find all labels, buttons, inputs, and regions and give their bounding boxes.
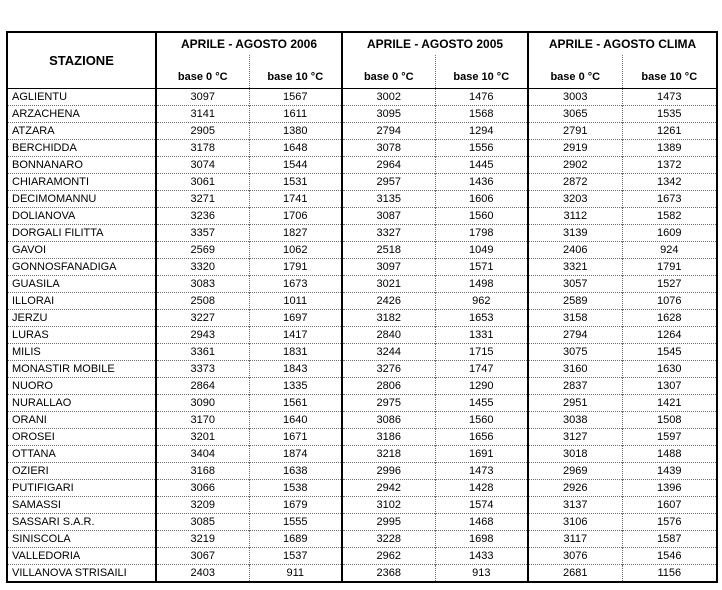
table-row	[7, 208, 717, 225]
temperature-sums-table	[6, 31, 718, 583]
value-cell: 1380	[249, 123, 342, 140]
value-cell: 1468	[435, 514, 528, 531]
value-cell: 1691	[435, 446, 528, 463]
value-cell: 3373	[156, 361, 249, 378]
value-cell: 3074	[156, 157, 249, 174]
value-cell: 3321	[528, 259, 622, 276]
value-cell: 3160	[528, 361, 622, 378]
station-name: OROSEI	[7, 429, 156, 446]
value-cell: 2905	[156, 123, 249, 140]
value-cell: 3061	[156, 174, 249, 191]
value-cell: 3038	[528, 412, 622, 429]
group-header-row	[7, 32, 717, 55]
value-cell: 1335	[249, 378, 342, 395]
table-row	[7, 310, 717, 327]
station-name: ARZACHENA	[7, 106, 156, 123]
value-cell: 1791	[249, 259, 342, 276]
value-cell: 2964	[342, 157, 435, 174]
value-cell: 3002	[342, 89, 435, 106]
station-name: ORANI	[7, 412, 156, 429]
station-name: BERCHIDDA	[7, 140, 156, 157]
table-row	[7, 531, 717, 548]
value-cell: 1561	[249, 395, 342, 412]
table-row	[7, 157, 717, 174]
table-row	[7, 259, 717, 276]
value-cell: 1294	[435, 123, 528, 140]
value-cell: 2943	[156, 327, 249, 344]
value-cell: 3201	[156, 429, 249, 446]
table-row	[7, 514, 717, 531]
station-name: OZIERI	[7, 463, 156, 480]
station-column-header: STAZIONE	[7, 32, 156, 89]
value-cell: 1290	[435, 378, 528, 395]
value-cell: 1587	[622, 531, 717, 548]
value-cell: 2681	[528, 565, 622, 583]
value-cell: 3139	[528, 225, 622, 242]
value-cell: 3117	[528, 531, 622, 548]
table-row	[7, 395, 717, 412]
value-cell: 3178	[156, 140, 249, 157]
value-cell: 2962	[342, 548, 435, 565]
table-row	[7, 242, 717, 259]
value-cell: 1535	[622, 106, 717, 123]
value-cell: 1538	[249, 480, 342, 497]
value-cell: 1741	[249, 191, 342, 208]
value-cell: 2969	[528, 463, 622, 480]
value-cell: 3102	[342, 497, 435, 514]
value-cell: 2864	[156, 378, 249, 395]
value-cell: 1544	[249, 157, 342, 174]
subheader-2005-base10: base 10 °C	[435, 55, 528, 89]
station-name: AGLIENTU	[7, 89, 156, 106]
value-cell: 1389	[622, 140, 717, 157]
subheader-clima-base10: base 10 °C	[622, 55, 717, 89]
value-cell: 2902	[528, 157, 622, 174]
value-cell: 1331	[435, 327, 528, 344]
value-cell: 1628	[622, 310, 717, 327]
value-cell: 1630	[622, 361, 717, 378]
value-cell: 3228	[342, 531, 435, 548]
table-row	[7, 140, 717, 157]
value-cell: 2518	[342, 242, 435, 259]
value-cell: 1531	[249, 174, 342, 191]
group-header-2006: APRILE - AGOSTO 2006	[156, 32, 342, 55]
value-cell: 3078	[342, 140, 435, 157]
station-name: NURALLAO	[7, 395, 156, 412]
value-cell: 2957	[342, 174, 435, 191]
value-cell: 3327	[342, 225, 435, 242]
value-cell: 1606	[435, 191, 528, 208]
value-cell: 1706	[249, 208, 342, 225]
group-header-2005: APRILE - AGOSTO 2005	[342, 32, 528, 55]
value-cell: 3227	[156, 310, 249, 327]
value-cell: 1062	[249, 242, 342, 259]
value-cell: 2794	[528, 327, 622, 344]
value-cell: 3057	[528, 276, 622, 293]
value-cell: 1673	[622, 191, 717, 208]
value-cell: 3067	[156, 548, 249, 565]
value-cell: 3320	[156, 259, 249, 276]
value-cell: 1498	[435, 276, 528, 293]
value-cell: 1560	[435, 208, 528, 225]
value-cell: 1791	[622, 259, 717, 276]
value-cell: 2919	[528, 140, 622, 157]
station-name: GAVOI	[7, 242, 156, 259]
value-cell: 3244	[342, 344, 435, 361]
value-cell: 1611	[249, 106, 342, 123]
value-cell: 1473	[622, 89, 717, 106]
value-cell: 1582	[622, 208, 717, 225]
table-row	[7, 106, 717, 123]
value-cell: 2368	[342, 565, 435, 583]
value-cell: 3127	[528, 429, 622, 446]
value-cell: 3090	[156, 395, 249, 412]
station-name: BONNANARO	[7, 157, 156, 174]
value-cell: 3271	[156, 191, 249, 208]
value-cell: 1545	[622, 344, 717, 361]
value-cell: 1555	[249, 514, 342, 531]
value-cell: 2569	[156, 242, 249, 259]
value-cell: 1546	[622, 548, 717, 565]
value-cell: 1439	[622, 463, 717, 480]
station-name: NUORO	[7, 378, 156, 395]
value-cell: 3182	[342, 310, 435, 327]
value-cell: 3158	[528, 310, 622, 327]
value-cell: 1567	[249, 89, 342, 106]
station-name: SINISCOLA	[7, 531, 156, 548]
value-cell: 3018	[528, 446, 622, 463]
station-name: ILLORAI	[7, 293, 156, 310]
table-row	[7, 446, 717, 463]
subheader-2006-base10: base 10 °C	[249, 55, 342, 89]
value-cell: 1342	[622, 174, 717, 191]
table-row	[7, 480, 717, 497]
value-cell: 3137	[528, 497, 622, 514]
value-cell: 3112	[528, 208, 622, 225]
value-cell: 2951	[528, 395, 622, 412]
value-cell: 3086	[342, 412, 435, 429]
value-cell: 3236	[156, 208, 249, 225]
subheader-clima-base0: base 0 °C	[528, 55, 622, 89]
value-cell: 1679	[249, 497, 342, 514]
value-cell: 3065	[528, 106, 622, 123]
table-row	[7, 123, 717, 140]
value-cell: 1648	[249, 140, 342, 157]
table-row	[7, 361, 717, 378]
value-cell: 2806	[342, 378, 435, 395]
station-name: ATZARA	[7, 123, 156, 140]
value-cell: 3106	[528, 514, 622, 531]
value-cell: 1417	[249, 327, 342, 344]
value-cell: 3003	[528, 89, 622, 106]
value-cell: 2975	[342, 395, 435, 412]
value-cell: 1445	[435, 157, 528, 174]
value-cell: 1798	[435, 225, 528, 242]
value-cell: 1421	[622, 395, 717, 412]
value-cell: 2794	[342, 123, 435, 140]
value-cell: 1597	[622, 429, 717, 446]
value-cell: 1473	[435, 463, 528, 480]
value-cell: 1428	[435, 480, 528, 497]
value-cell: 1261	[622, 123, 717, 140]
value-cell: 1433	[435, 548, 528, 565]
station-name: PUTIFIGARI	[7, 480, 156, 497]
value-cell: 2403	[156, 565, 249, 583]
value-cell: 1556	[435, 140, 528, 157]
station-name: VALLEDORIA	[7, 548, 156, 565]
value-cell: 1560	[435, 412, 528, 429]
value-cell: 3276	[342, 361, 435, 378]
value-cell: 2406	[528, 242, 622, 259]
value-cell: 2995	[342, 514, 435, 531]
station-name: SASSARI S.A.R.	[7, 514, 156, 531]
table-row	[7, 378, 717, 395]
value-cell: 3021	[342, 276, 435, 293]
value-cell: 1673	[249, 276, 342, 293]
value-cell: 1455	[435, 395, 528, 412]
table-row	[7, 276, 717, 293]
value-cell: 1831	[249, 344, 342, 361]
station-name: GONNOSFANADIGA	[7, 259, 156, 276]
value-cell: 1874	[249, 446, 342, 463]
value-cell: 1574	[435, 497, 528, 514]
value-cell: 2791	[528, 123, 622, 140]
table-row	[7, 565, 717, 583]
value-cell: 1607	[622, 497, 717, 514]
value-cell: 1747	[435, 361, 528, 378]
value-cell: 1653	[435, 310, 528, 327]
value-cell: 1508	[622, 412, 717, 429]
table-row	[7, 327, 717, 344]
table-row	[7, 344, 717, 361]
value-cell: 3186	[342, 429, 435, 446]
value-cell: 3083	[156, 276, 249, 293]
value-cell: 1436	[435, 174, 528, 191]
value-cell: 1698	[435, 531, 528, 548]
value-cell: 1049	[435, 242, 528, 259]
value-cell: 1697	[249, 310, 342, 327]
value-cell: 2589	[528, 293, 622, 310]
group-header-clima: APRILE - AGOSTO CLIMA	[528, 32, 717, 55]
value-cell: 3097	[156, 89, 249, 106]
value-cell: 1656	[435, 429, 528, 446]
station-name: SAMASSI	[7, 497, 156, 514]
value-cell: 2942	[342, 480, 435, 497]
value-cell: 1827	[249, 225, 342, 242]
value-cell: 2996	[342, 463, 435, 480]
value-cell: 3066	[156, 480, 249, 497]
value-cell: 1307	[622, 378, 717, 395]
value-cell: 1609	[622, 225, 717, 242]
value-cell: 1537	[249, 548, 342, 565]
value-cell: 1640	[249, 412, 342, 429]
station-name: DORGALI FILITTA	[7, 225, 156, 242]
value-cell: 3087	[342, 208, 435, 225]
value-cell: 3209	[156, 497, 249, 514]
table-row	[7, 191, 717, 208]
value-cell: 1396	[622, 480, 717, 497]
value-cell: 3218	[342, 446, 435, 463]
station-name: CHIARAMONTI	[7, 174, 156, 191]
value-cell: 2837	[528, 378, 622, 395]
value-cell: 3219	[156, 531, 249, 548]
table-row	[7, 225, 717, 242]
table-header	[7, 32, 717, 89]
value-cell: 3168	[156, 463, 249, 480]
value-cell: 1689	[249, 531, 342, 548]
station-name: OTTANA	[7, 446, 156, 463]
value-cell: 3097	[342, 259, 435, 276]
value-cell: 1638	[249, 463, 342, 480]
subheader-2006-base0: base 0 °C	[156, 55, 249, 89]
table-row	[7, 174, 717, 191]
value-cell: 2426	[342, 293, 435, 310]
value-cell: 1576	[622, 514, 717, 531]
station-name: VILLANOVA STRISAILI	[7, 565, 156, 583]
value-cell: 1527	[622, 276, 717, 293]
value-cell: 962	[435, 293, 528, 310]
value-cell: 3357	[156, 225, 249, 242]
station-name: MILIS	[7, 344, 156, 361]
value-cell: 1571	[435, 259, 528, 276]
value-cell: 3404	[156, 446, 249, 463]
value-cell: 1264	[622, 327, 717, 344]
value-cell: 3075	[528, 344, 622, 361]
station-name: MONASTIR MOBILE	[7, 361, 156, 378]
value-cell: 913	[435, 565, 528, 583]
table-row	[7, 412, 717, 429]
value-cell: 2872	[528, 174, 622, 191]
table-row	[7, 497, 717, 514]
value-cell: 3361	[156, 344, 249, 361]
value-cell: 2926	[528, 480, 622, 497]
value-cell: 911	[249, 565, 342, 583]
table-row	[7, 463, 717, 480]
value-cell: 1715	[435, 344, 528, 361]
subheader-2005-base0: base 0 °C	[342, 55, 435, 89]
value-cell: 3076	[528, 548, 622, 565]
value-cell: 3085	[156, 514, 249, 531]
value-cell: 1476	[435, 89, 528, 106]
station-name: JERZU	[7, 310, 156, 327]
value-cell: 1011	[249, 293, 342, 310]
value-cell: 1671	[249, 429, 342, 446]
station-name: DECIMOMANNU	[7, 191, 156, 208]
value-cell: 1076	[622, 293, 717, 310]
value-cell: 2508	[156, 293, 249, 310]
table-row	[7, 89, 717, 106]
value-cell: 1372	[622, 157, 717, 174]
value-cell: 3170	[156, 412, 249, 429]
value-cell: 1843	[249, 361, 342, 378]
station-name: DOLIANOVA	[7, 208, 156, 225]
value-cell: 1488	[622, 446, 717, 463]
value-cell: 3135	[342, 191, 435, 208]
value-cell: 1156	[622, 565, 717, 583]
value-cell: 3095	[342, 106, 435, 123]
table-row	[7, 548, 717, 565]
value-cell: 1568	[435, 106, 528, 123]
station-name: GUASILA	[7, 276, 156, 293]
value-cell: 924	[622, 242, 717, 259]
table-row	[7, 293, 717, 310]
value-cell: 3203	[528, 191, 622, 208]
table-row	[7, 429, 717, 446]
value-cell: 2840	[342, 327, 435, 344]
station-name: LURAS	[7, 327, 156, 344]
station-table-body	[7, 89, 717, 583]
value-cell: 3141	[156, 106, 249, 123]
